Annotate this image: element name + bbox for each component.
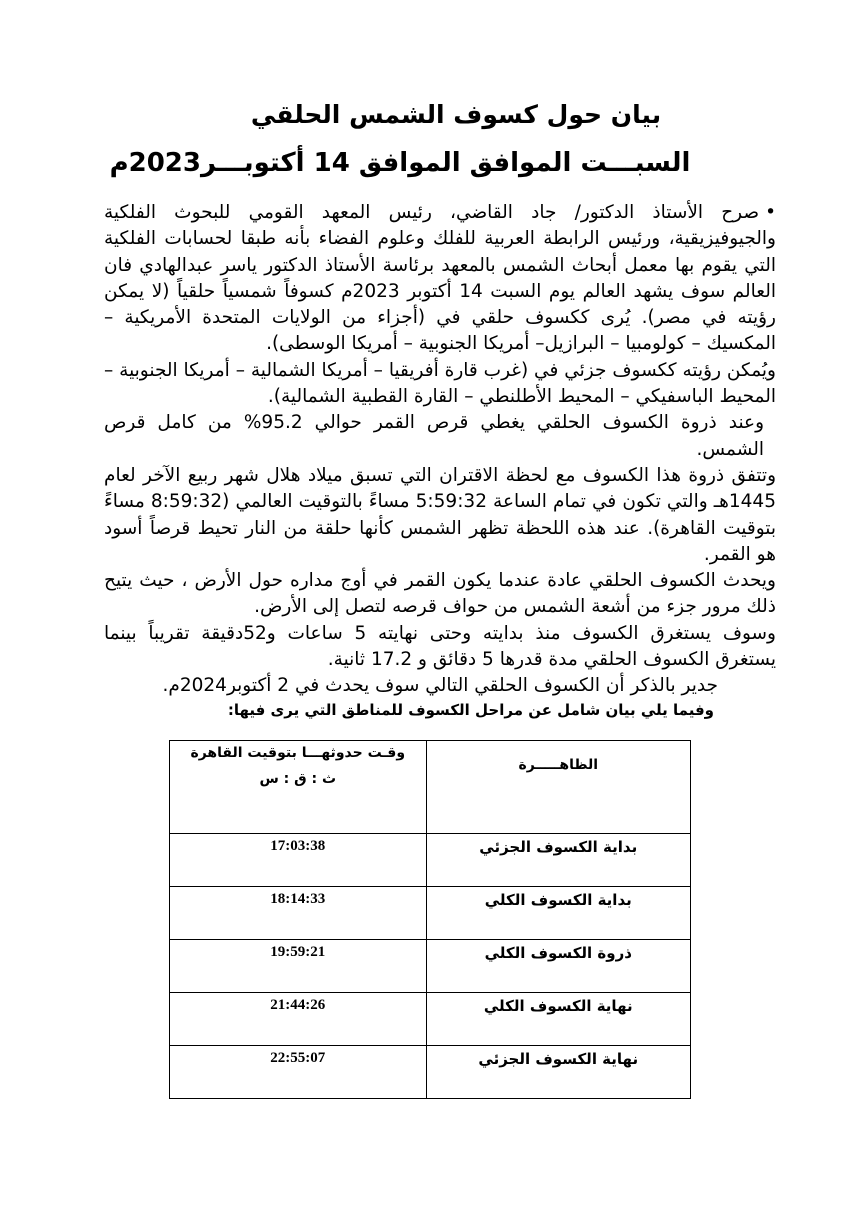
header-time xyxy=(170,741,427,834)
header-time-label: وقـت حدوثهـــا بتوقيت القاهرة xyxy=(190,745,406,761)
paragraph-1 xyxy=(104,200,776,358)
paragraph-7: جدير بالذكر أن الكسوف الحلقي التالي سوف يحدث في 2 أكتوبر2024م. xyxy=(162,675,718,697)
phenomenon-cell: ذروة الكسوف الكلي xyxy=(426,940,691,993)
paragraph-text: صرح الأستاذ الدكتور/ جاد القاضي، رئيس المعهد القومي للبحوث الفلكية والجيوفيزيقية، ورئيس الرابطة العربية للفلك وعلوم الفضاء بأنه طبقا لحسابات الفلكية التي يقوم بها معمل أبحاث الشمس بالمعهد برئاسة الأستاذ الدكتور ياسر عبدالهادي فان العالم سوف يشهد العالم يوم السبت 14 أكتوبر 2023م كسوفاً شمسياً حلقياً (لا يمكن رؤيته في مصر). يُرى ككسوف حلقي في (أجزاء من الولايات المتحدة الأمريكية – المكسيك – كولومبيا – البرازيل– أمريكا الجنوبية – أمريكا الوسطى). xyxy=(104,202,776,355)
phenomenon-cell: نهاية الكسوف الجزئي xyxy=(426,1046,691,1099)
time-cell: 22:55:07 xyxy=(170,1046,427,1099)
time-cell: 17:03:38 xyxy=(170,834,427,887)
phenomenon-cell: نهاية الكسوف الكلي xyxy=(426,993,691,1046)
header-phenomenon: الظاهـــــرة xyxy=(426,741,691,834)
eclipse-phases-table xyxy=(169,740,691,1099)
bullet-icon: • xyxy=(765,202,776,223)
table-row xyxy=(170,993,691,1046)
time-cell: 21:44:26 xyxy=(170,993,427,1046)
paragraph-5: ويحدث الكسوف الحلقي عادة عندما يكون القمر في أوج مداره حول الأرض ، حيث يتيح ذلك مرور جزء من أشعة الشمس من حواف قرصه لتصل إلى الأرض. xyxy=(104,570,776,618)
phenomenon-cell: بداية الكسوف الكلي xyxy=(426,887,691,940)
document-title: بيان حول كسوف الشمس الحلقي xyxy=(250,100,662,129)
header-time-format: ث : ق : س xyxy=(259,771,337,787)
paragraph-6: وسوف يستغرق الكسوف منذ بدايته وحتى نهايته 5 ساعات و52دقيقة تقريباً بينما يستغرق الكسوف الحلقي مدة قدرها 5 دقائق و 17.2 ثانية. xyxy=(104,622,776,671)
paragraph-3: وعند ذروة الكسوف الحلقي يغطي قرص القمر حوالي 95.2% من كامل قرص الشمس. xyxy=(104,412,765,460)
document-body xyxy=(104,200,776,720)
table-intro: وفيما يلي بيان شامل عن مراحل الكسوف للمناطق التي يرى فيها: xyxy=(227,700,714,719)
phenomenon-cell: بداية الكسوف الجزئي xyxy=(426,834,691,887)
paragraph-2: ويُمكن رؤيته ككسوف جزئي في (غرب قارة أفريقيا – أمريكا الشمالية – أمريكا الجنوبية – المحيط الباسفيكي – المحيط الأطلنطي – القارة القطبية الشمالية). xyxy=(104,359,776,408)
time-cell: 19:59:21 xyxy=(170,940,427,993)
table-row xyxy=(170,887,691,940)
time-cell: 18:14:33 xyxy=(170,887,427,940)
table-row xyxy=(170,834,691,887)
paragraph-4: وتتفق ذروة هذا الكسوف مع لحظة الاقتران التي تسبق ميلاد هلال شهر ربيع الآخر لعام 1445هـ والتي تكون في تمام الساعة 5:59:32 مساءً بالتوقيت العالمي (8:59:32 مساءً بتوقيت القاهرة). عند هذه اللحظة تظهر الشمس كأنها حلقة من النار تحيط قرصاً أسود هو القمر. xyxy=(104,464,776,565)
table-header-row xyxy=(170,741,691,834)
document-subtitle: السبـــت الموافق الموافق 14 أكتوبـــر2023م xyxy=(109,148,691,178)
table-row xyxy=(170,940,691,993)
table-row xyxy=(170,1046,691,1099)
